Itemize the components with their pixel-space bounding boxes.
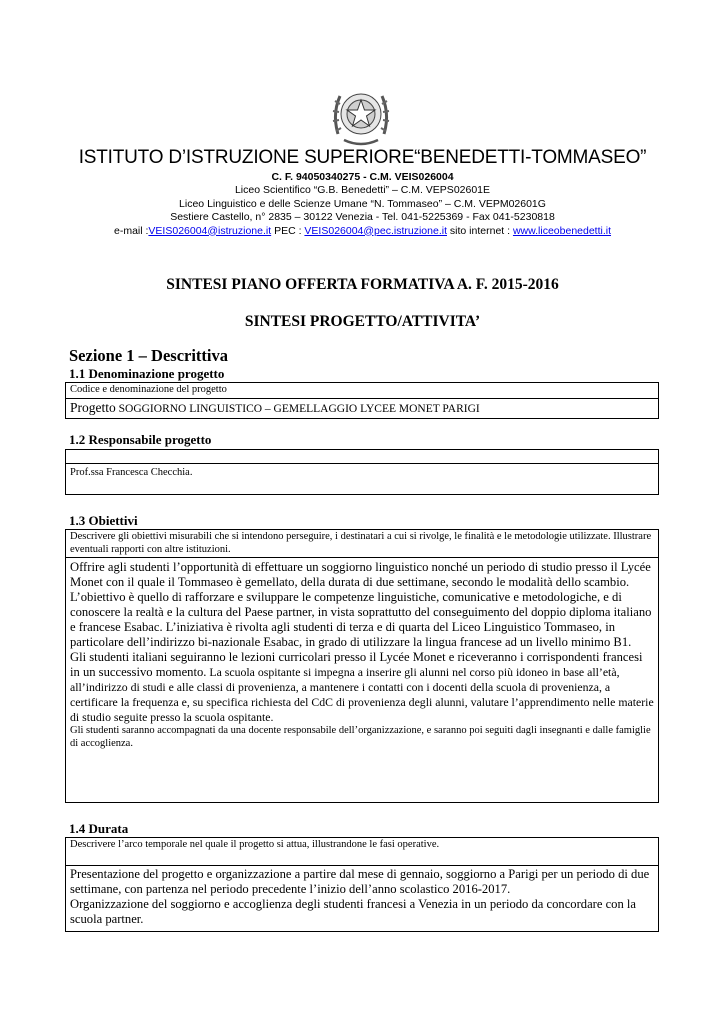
objectives-sentence: Gli studenti italiani seguiranno le lezioni curricolari presso il Lycée Monet e riceveranno i corrispondenti francesi in un successivo momento. <box>70 650 643 679</box>
objectives-paragraph-small: Gli studenti saranno accompagnati da una docente responsabile dell’organizzazione, e saranno poi seguiti dagli insegnanti e dalle famiglie di accoglienza. <box>70 725 651 749</box>
school-address: Sestiere Castello, n° 2835 – 30122 Venezia - Tel. 041-5225369 - Fax 041-5230818 <box>170 211 555 223</box>
project-name-value <box>66 399 658 418</box>
pec-label: PEC : <box>271 224 305 237</box>
email-link[interactable]: VEIS026004@istruzione.it <box>148 224 272 237</box>
objectives-paragraph <box>70 650 654 725</box>
responsible-value: Prof.ssa Francesca Checchia. <box>70 467 193 478</box>
responsible-table <box>65 449 659 495</box>
school-line-linguistico: Liceo Linguistico e delle Scienze Umane “N. Tommaseo” – C.M. VEPM02601G <box>179 197 546 210</box>
document-title: SINTESI PIANO OFFERTA FORMATIVA A. F. 2015-2016 <box>166 276 559 293</box>
duration-content <box>66 866 658 928</box>
italian-republic-emblem-icon <box>330 84 392 150</box>
school-contacts <box>0 225 725 239</box>
duration-paragraph: Organizzazione del soggiorno e accoglienza degli studenti francesi a Venezia in un periodo da concordare con la scuola partner. <box>70 897 637 926</box>
objectives-table <box>65 529 659 803</box>
document-subtitle: SINTESI PROGETTO/ATTIVITA’ <box>244 313 481 330</box>
site-label: sito internet : <box>447 224 513 237</box>
school-name: ISTITUTO D’ISTRUZIONE SUPERIORE“BENEDETTI-TOMMASEO” <box>78 147 647 168</box>
pec-link[interactable]: VEIS026004@pec.istruzione.it <box>304 224 447 237</box>
school-codes: C. F. 94050340275 - C.M. VEIS026004 <box>271 171 454 183</box>
project-name-table <box>65 382 659 419</box>
subsection-heading-1-2: 1.2 Responsabile progetto <box>69 432 212 447</box>
objectives-content <box>66 558 658 751</box>
subsection-heading-1-4: 1.4 Durata <box>69 821 129 836</box>
project-title: SOGGIORNO LINGUISTICO – GEMELLAGGIO LYCEE MONET PARIGI <box>115 402 480 415</box>
objectives-paragraph: L’obiettivo è quello di rafforzare e sviluppare le competenze linguistiche, comunicative e metodologiche, e di conoscere la realtà e la cultura del Paese partner, in vista soprattutto del conseguimento del doppio diploma italiano e francese Esabac. L’iniziativa è rivolta agli studenti di terza e di quarta del Liceo Linguistico Tommaseo, in particolare dell’indirizzo bi-nazionale Esabac, in grado di utilizzare la lingua francese ad un livello minimo B1. <box>70 590 652 649</box>
subsection-heading-1-1: 1.1 Denominazione progetto <box>69 366 225 381</box>
objectives-sentence-small: La scuola ospitante si impegna a inserire gli alunni nel corso più idoneo in base all’età, all’indirizzo di studi e alle classi di provenienza, a mantenere i contatti con i docenti della scuola di provenienza, a certificare la frequenza e, su specifica richiesta del CdC di provenienza degli alunni, valutare l’apprendimento nelle materie di studio seguite presso la scuola ospitante. <box>70 665 654 724</box>
subsection-heading-1-3: 1.3 Obiettivi <box>69 513 138 528</box>
project-name-label: Codice e denominazione del progetto <box>66 383 658 399</box>
objectives-paragraph: Offrire agli studenti l’opportunità di effettuare un soggiorno linguistico nonché un periodo di studio presso il Lycée Monet con il quale il Tommaseo è gemellato, della durata di due settimane, secondo le modalità dello scambio. <box>70 560 651 589</box>
website-link[interactable]: www.liceobenedetti.it <box>512 224 612 237</box>
duration-label: Descrivere l’arco temporale nel quale il progetto si attua, illustrandone le fasi operative. <box>66 838 658 866</box>
school-line-scientifico: Liceo Scientifico “G.B. Benedetti” – C.M. VEPS02601E <box>234 184 491 196</box>
section-heading: Sezione 1 – Descrittiva <box>69 346 228 365</box>
responsible-label-row <box>66 450 658 464</box>
duration-table <box>65 837 659 932</box>
objectives-label: Descrivere gli obiettivi misurabili che si intendono perseguire, i destinatari a cui si rivolge, le finalità e le metodologie utilizzate. Illustrare eventuali rapporti con altre istituzioni. <box>66 530 658 558</box>
duration-paragraph: Presentazione del progetto e organizzazione a partire dal mese di gennaio, soggiorno a Parigi per un periodo di due settimane, con partenza nel periodo precedente l’inizio dell’anno scolastico 2016-2017. <box>70 867 650 896</box>
school-header <box>0 146 725 238</box>
email-label: e-mail : <box>113 224 149 237</box>
project-prefix: Progetto <box>70 399 116 415</box>
